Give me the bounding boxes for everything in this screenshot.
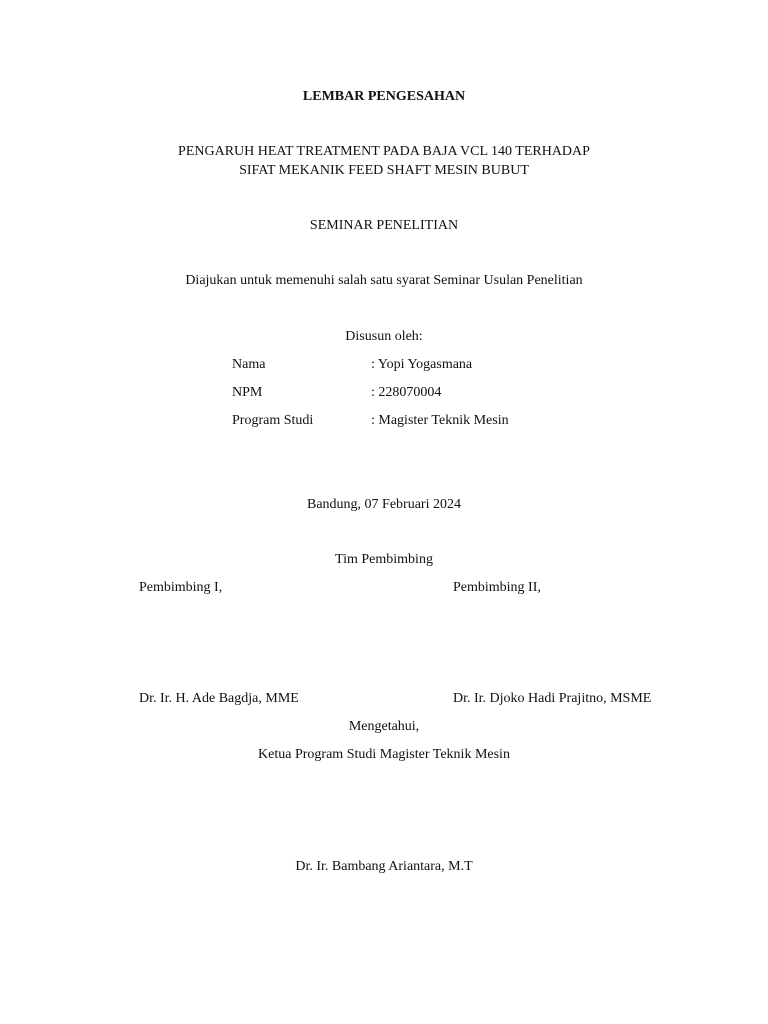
author-name-label: Nama: [232, 357, 266, 372]
advisor-1-label: Pembimbing I,: [139, 580, 223, 595]
author-npm-value: : 228070004: [371, 385, 442, 400]
advisor-2-label: Pembimbing II,: [453, 580, 541, 595]
place-date: Bandung, 07 Februari 2024: [307, 497, 461, 512]
advisor-1-name: Dr. Ir. H. Ade Bagdja, MME: [139, 691, 299, 706]
document-type: SEMINAR PENELITIAN: [309, 218, 459, 233]
document-title-line-1: PENGARUH HEAT TREATMENT PADA BAJA VCL 140 TERHADAP: [178, 144, 590, 159]
program-head-position: Ketua Program Studi Magister Teknik Mesin: [258, 747, 510, 762]
document-purpose: Diajukan untuk memenuhi salah satu syarat Seminar Usulan Penelitian: [185, 273, 583, 288]
program-head-name: Dr. Ir. Bambang Ariantara, M.T: [295, 859, 473, 874]
prepared-by-label: Disusun oleh:: [345, 329, 423, 344]
document-heading: LEMBAR PENGESAHAN: [302, 89, 466, 104]
acknowledged-label: Mengetahui,: [348, 719, 420, 734]
advisor-team-label: Tim Pembimbing: [335, 552, 433, 567]
author-name-value: : Yopi Yogasmana: [371, 357, 473, 372]
author-npm-label: NPM: [232, 385, 263, 400]
document-title-line-2: SIFAT MEKANIK FEED SHAFT MESIN BUBUT: [239, 163, 529, 178]
author-program-label: Program Studi: [232, 413, 314, 428]
advisor-2-name: Dr. Ir. Djoko Hadi Prajitno, MSME: [453, 691, 652, 706]
author-program-value: : Magister Teknik Mesin: [371, 413, 509, 428]
